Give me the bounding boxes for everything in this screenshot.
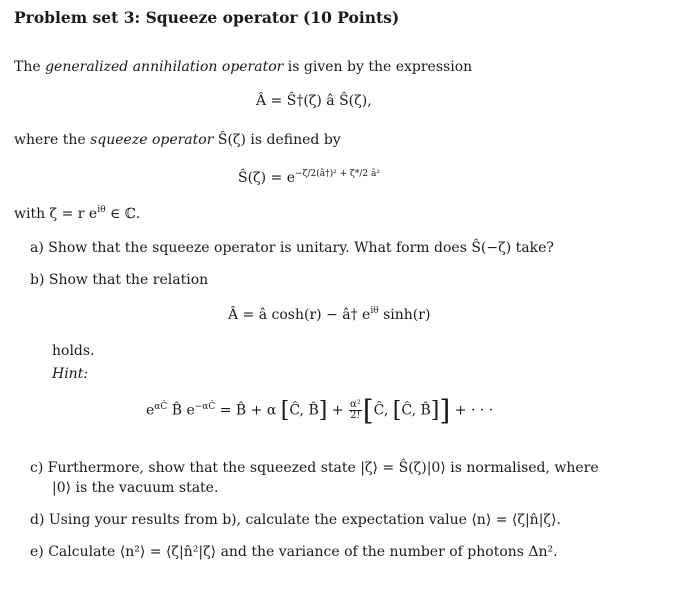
left-bracket-outer: [: [362, 394, 374, 427]
squeeze-emphasis: squeeze operator: [90, 132, 214, 148]
eq4-fraction: [349, 400, 362, 421]
eq4-commutator-1: Ĉ, B̂: [289, 402, 319, 419]
with-condition-line: [14, 206, 140, 222]
eq4-plus: +: [327, 402, 348, 419]
eq3-exponent: iθ: [370, 306, 379, 316]
part-d: d) Using your results from b), calculate the expectation value ⟨n⟩ = ⟨ζ|n̂|ζ⟩.: [30, 512, 561, 528]
right-bracket-outer: ]: [439, 394, 451, 427]
eq4-lhs: e: [146, 402, 155, 419]
eq4-lhs-exponent: αĈ: [154, 401, 168, 412]
equation-squeeze-operator: [238, 170, 380, 186]
part-e: e) Calculate ⟨n²⟩ = ⟨ζ|n̂²|ζ⟩ and the variance of the number of photons Δn².: [30, 544, 558, 560]
with-text: with ζ = r e: [14, 206, 98, 222]
squeeze-definition-line: [14, 132, 341, 148]
holds-text: holds.: [52, 343, 95, 359]
left-bracket-inner: [: [392, 398, 402, 423]
eq4-tail: + · · ·: [450, 402, 494, 419]
eq4-mid-exponent: −αĈ: [194, 401, 216, 412]
part-b: b) Show that the relation: [30, 272, 209, 288]
squeeze-post: Ŝ(ζ) is defined by: [213, 132, 341, 148]
with-tail: ∈ ℂ.: [105, 206, 141, 222]
eq3-tail: sinh(r): [378, 307, 431, 323]
intro-post: is given by the expression: [283, 59, 473, 75]
eq4-commutator-inner: Ĉ, B̂: [401, 402, 431, 419]
part-a: a) Show that the squeeze operator is unitary. What form does Ŝ(−ζ) take?: [30, 240, 554, 256]
eq4-commutator-outer: Ĉ,: [373, 402, 393, 419]
equation-hint-expansion: [146, 394, 493, 427]
right-bracket-inner: ]: [430, 398, 440, 423]
eq4-rhs1: = B̂ + α: [215, 402, 281, 419]
eq3-main: Â = â cosh(r) − â† e: [228, 307, 371, 323]
hint-label: Hint:: [52, 366, 89, 382]
left-bracket-1: [: [280, 398, 290, 423]
with-exponent: iθ: [97, 205, 106, 215]
equation-relation: [228, 307, 430, 323]
equation-generalized-operator: Â = Ŝ†(ζ) â Ŝ(ζ),: [256, 93, 372, 109]
eq2-lhs: Ŝ(ζ) = e: [238, 170, 296, 186]
fraction-denominator: 2!: [350, 410, 361, 421]
eq2-exponent: −ζ/2(â†)² + ζ*/2 â²: [295, 169, 380, 179]
intro-emphasis: generalized annihilation operator: [45, 59, 284, 75]
part-c-line-1: c) Furthermore, show that the squeezed state |ζ⟩ = Ŝ(ζ)|0⟩ is normalised, where: [30, 460, 599, 476]
squeeze-pre: where the: [14, 132, 91, 148]
eq4-mid: B̂ e: [167, 402, 195, 419]
intro-pre: The: [14, 59, 46, 75]
fraction-numerator: α²: [349, 399, 361, 410]
part-c-line-2: |0⟩ is the vacuum state.: [52, 480, 219, 496]
intro-line: [14, 59, 472, 75]
problem-title: Problem set 3: Squeeze operator (10 Points): [14, 8, 400, 27]
right-bracket-1: ]: [318, 398, 328, 423]
